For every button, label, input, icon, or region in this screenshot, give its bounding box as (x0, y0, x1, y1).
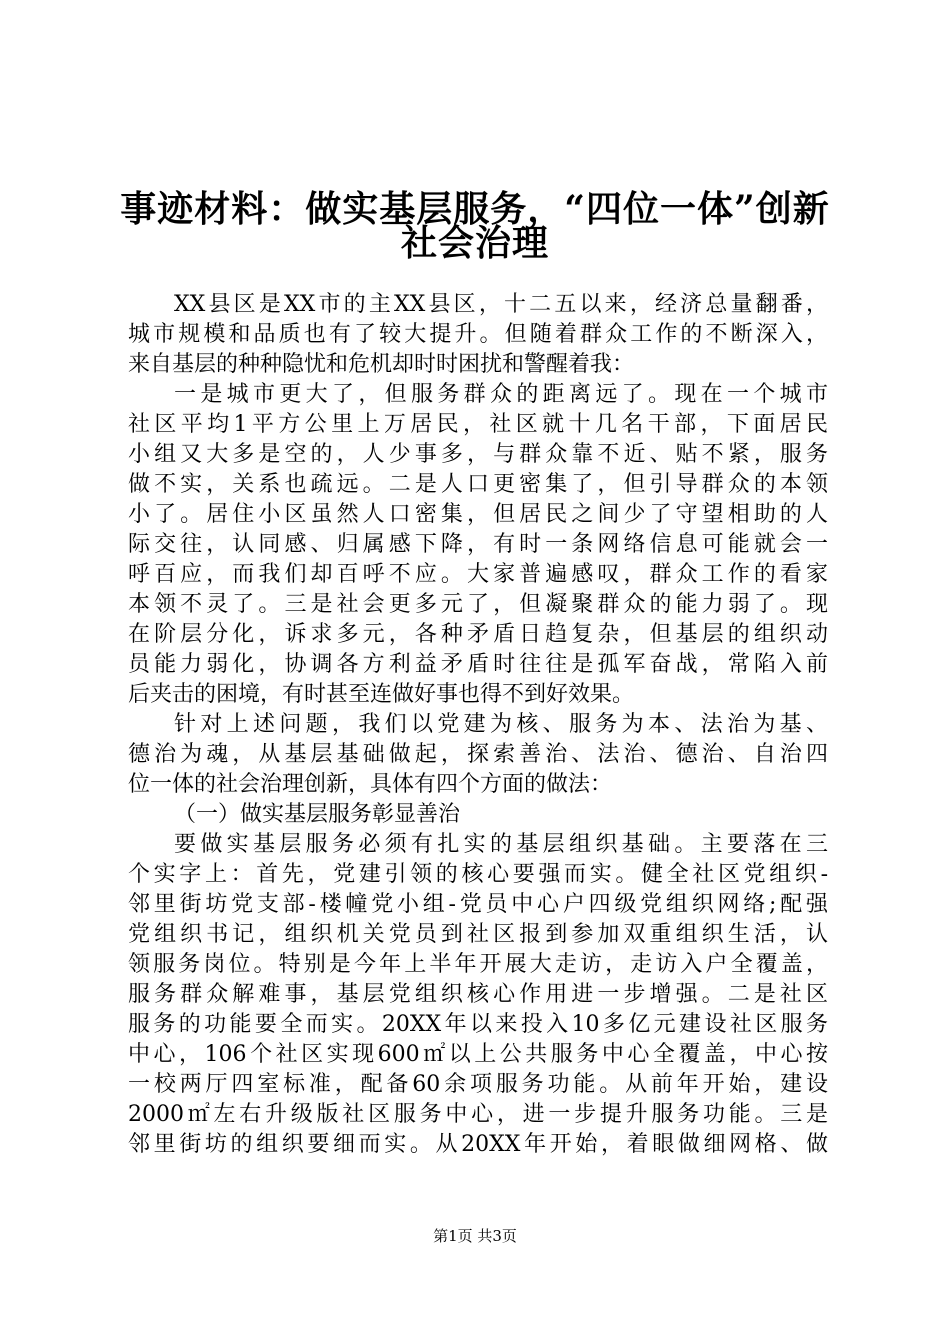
body-line: 针对上述问题，我们以党建为核、服务为本、法治为基、 (174, 712, 828, 737)
body-line: 邻里街坊党支部-楼幢党小组-党员中心户四级党组织网络;配强 (128, 892, 828, 917)
document-title-line-2: 社会治理 (400, 222, 549, 264)
body-line: 要做实基层服务必须有扎实的基层组织基础。主要落在三 (174, 832, 828, 857)
body-line: 员能力弱化，协调各方利益矛盾时往往是孤军奋战，常陷入前 (128, 652, 828, 677)
body-line: 在阶层分化，诉求多元，各种矛盾日趋复杂，但基层的组织动 (128, 622, 828, 647)
body-line: 社区平均1平方公里上万居民，社区就十几名干部，下面居民 (128, 412, 828, 437)
body-line: 服务群众解难事，基层党组织核心作用进一步增强。二是社区 (128, 982, 828, 1007)
body-line: 服务的功能要全而实。20XX年以来投入10多亿元建设社区服务 (128, 1012, 828, 1037)
document-title-line-1: 事迹材料：做实基层服务，“四位一体”创新 (120, 188, 830, 230)
body-line: 小了。居住小区虽然人口密集，但居民之间少了守望相助的人 (128, 502, 828, 527)
body-line: 一校两厅四室标准，配备60余项服务功能。从前年开始，建设 (128, 1072, 828, 1097)
body-line: 党组织书记，组织机关党员到社区报到参加双重组织生活，认 (128, 922, 828, 947)
body-line: 小组又大多是空的，人少事多，与群众靠不近、贴不紧，服务 (128, 442, 828, 467)
body-line: 中心，106个社区实现600㎡以上公共服务中心全覆盖，中心按 (128, 1042, 828, 1067)
body-line: 来自基层的种种隐忧和危机却时时困扰和警醒着我： (128, 352, 635, 377)
page-footer: 第1页 共3页 (433, 1227, 517, 1245)
body-line: 个实字上：首先，党建引领的核心要强而实。健全社区党组织- (128, 862, 828, 887)
body-line: 德治为魂，从基层基础做起，探索善治、法治、德治、自治四 (128, 742, 828, 767)
body-line: 城市规模和品质也有了较大提升。但随着群众工作的不断深入， (128, 322, 828, 347)
body-line: 2000㎡左右升级版社区服务中心，进一步提升服务功能。三是 (128, 1102, 828, 1127)
body-line: 本领不灵了。三是社会更多元了，但凝聚群众的能力弱了。现 (128, 592, 828, 617)
body-line: 后夹击的困境，有时甚至连做好事也得不到好效果。 (128, 682, 635, 707)
body-line: 领服务岗位。特别是今年上半年开展大走访，走访入户全覆盖， (128, 952, 828, 977)
document-body (128, 290, 828, 1160)
body-line: 际交往，认同感、归属感下降，有时一条网络信息可能就会一 (128, 532, 828, 557)
body-line: 呼百应，而我们却百呼不应。大家普遍感叹，群众工作的看家 (128, 562, 828, 587)
body-line: 位一体的社会治理创新，具体有四个方面的做法： (128, 772, 613, 797)
section-heading: （一）做实基层服务彰显善治 (174, 802, 461, 827)
body-line: 做不实，关系也疏远。二是人口更密集了，但引导群众的本领 (128, 472, 828, 497)
body-line: 一是城市更大了，但服务群众的距离远了。现在一个城市 (174, 382, 828, 407)
body-line: 邻里街坊的组织要细而实。从20XX年开始，着眼做细网格、做 (128, 1132, 828, 1157)
body-line: XX县区是XX市的主XX县区，十二五以来，经济总量翻番， (174, 292, 828, 317)
